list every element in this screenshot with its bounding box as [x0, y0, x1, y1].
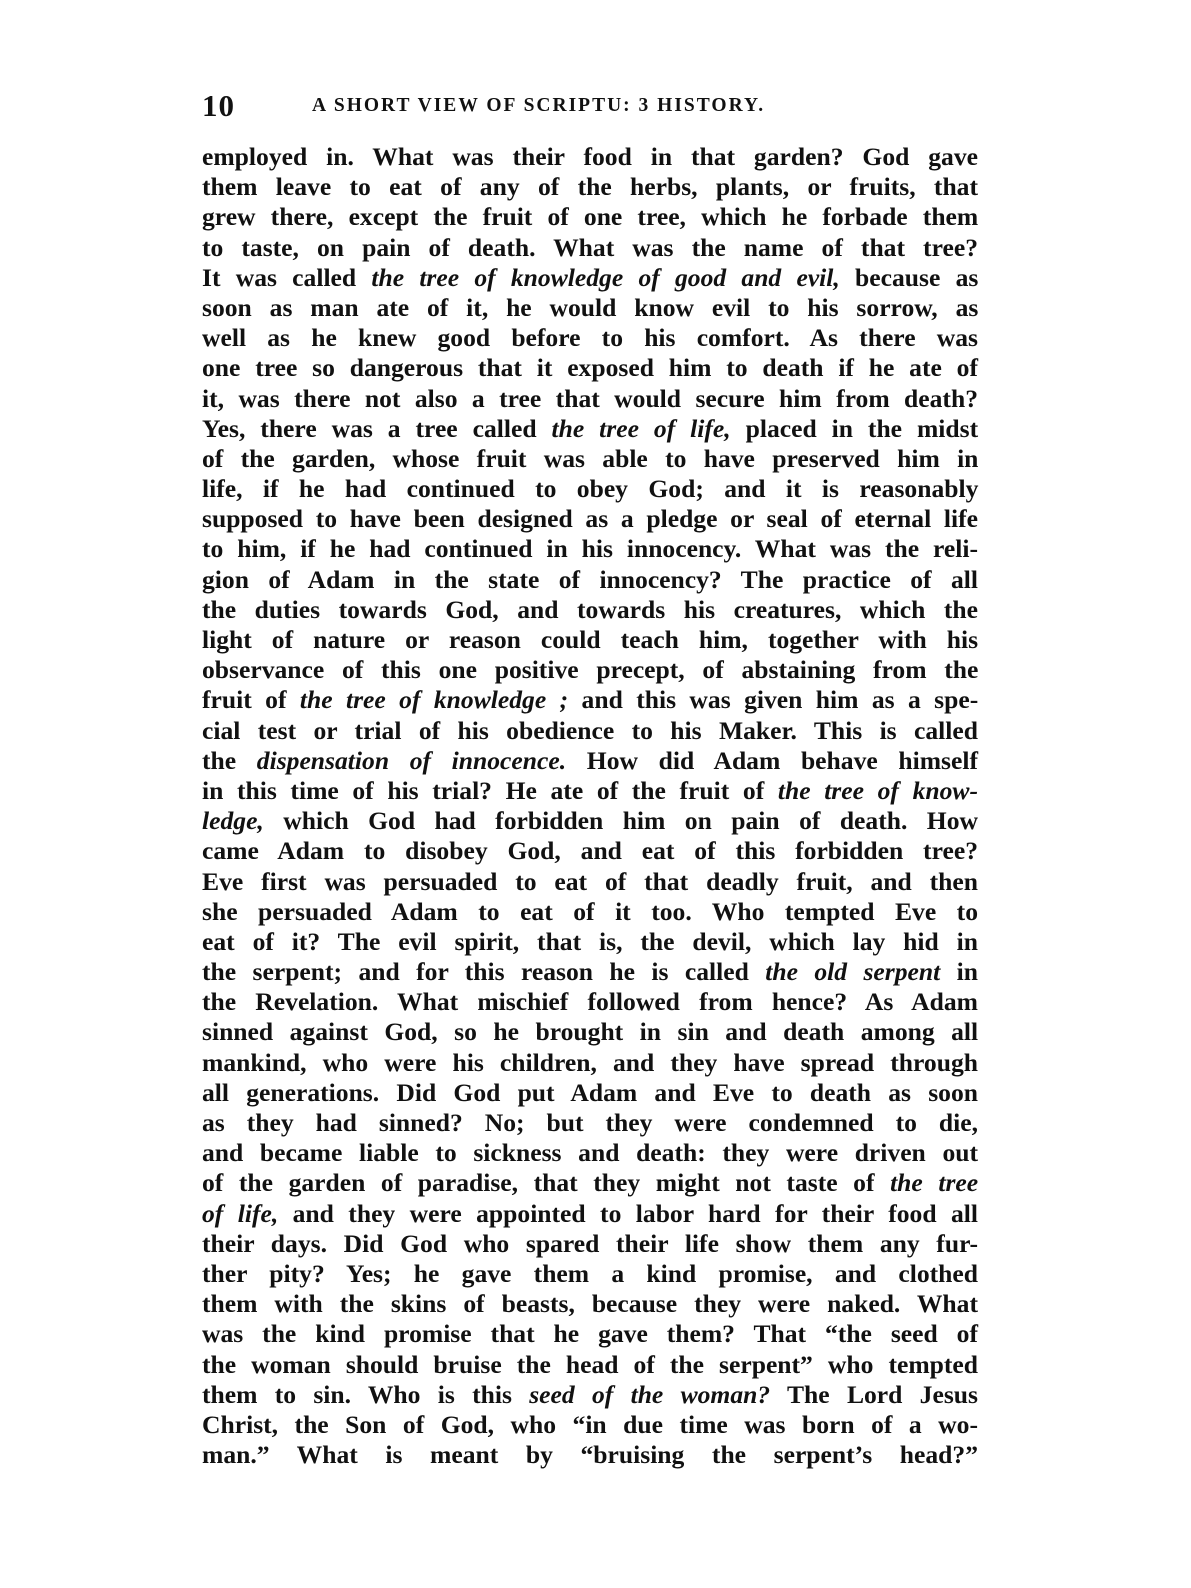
- text-run: them leave to eat of any of the herbs, plants, or fruits, that: [202, 172, 978, 202]
- page-header: [202, 88, 978, 128]
- italic-phrase: ledge,: [202, 806, 264, 836]
- text-run: to him, if he had continued in his innocency. What was the reli-: [202, 534, 978, 564]
- text-line: [202, 1048, 978, 1078]
- text-line: [202, 293, 978, 323]
- text-line: [202, 1199, 978, 1229]
- text-run: fruit of: [202, 685, 300, 715]
- text-line: [202, 806, 978, 836]
- text-run: light of nature or reason could teach him, together with his: [202, 625, 979, 654]
- text-line: [202, 1259, 978, 1289]
- text-line: [202, 414, 978, 444]
- text-line: [202, 1410, 978, 1440]
- text-run: eat of it? The evil spirit, that is, the devil, which lay hid in: [202, 926, 978, 956]
- book-page: [202, 88, 978, 1470]
- italic-phrase: the tree of knowledge ;: [299, 685, 569, 715]
- italic-phrase: the tree of life,: [551, 413, 731, 443]
- text-run: and they were appointed to labor hard for their food all: [278, 1198, 978, 1228]
- text-line: [202, 1350, 978, 1380]
- text-line: [202, 746, 978, 776]
- text-line: [202, 565, 978, 595]
- text-run: she persuaded Adam to eat of it too. Who tempted Eve to: [202, 896, 978, 926]
- text-line: [202, 233, 978, 263]
- text-line: [202, 685, 978, 715]
- text-line: [202, 595, 978, 625]
- text-run: soon as man ate of it, he would know evil to his sorrow, as: [202, 292, 979, 322]
- italic-phrase: the tree of knowledge of good and evil,: [371, 262, 840, 292]
- text-run: Eve first was persuaded to eat of that deadly fruit, and then: [202, 866, 978, 896]
- text-run: their days. Did God who spared their life show them any fur-: [202, 1228, 978, 1258]
- text-run: man.” What is meant by “bruising the serpent’s head?”: [202, 1440, 978, 1470]
- text-run: to taste, on pain of death. What was the name of that tree?: [202, 232, 978, 262]
- text-run: the woman should bruise the head of the serpent” who tempted: [202, 1349, 978, 1379]
- text-run: employed in. What was their food in that garden? God gave: [202, 142, 978, 171]
- text-run: of the garden, whose fruit was able to have preserved him in: [202, 443, 979, 473]
- text-line: [202, 1078, 978, 1108]
- italic-phrase: seed of the woman?: [529, 1379, 771, 1409]
- text-run: one tree so dangerous that it exposed him to death if he ate of: [202, 353, 978, 383]
- text-line: [202, 1138, 978, 1168]
- text-run: It was called: [202, 262, 372, 292]
- text-line: [202, 836, 978, 866]
- text-run: gion of Adam in the state of innocency? The practice of all: [202, 564, 978, 594]
- page-number: 10: [202, 88, 235, 123]
- italic-phrase: of life,: [202, 1198, 279, 1228]
- text-run: came Adam to disobey God, and eat of this forbidden tree?: [202, 836, 978, 866]
- text-line: [202, 1168, 978, 1198]
- text-run: the serpent; and for this reason he is called: [202, 957, 766, 987]
- text-line: [202, 263, 978, 293]
- italic-phrase: the tree: [890, 1168, 979, 1198]
- text-run: well as he knew good before to his comfort. As there was: [202, 323, 978, 353]
- text-line: [202, 927, 978, 957]
- text-run: How did Adam behave himself: [566, 745, 979, 775]
- text-line: [202, 957, 978, 987]
- text-run: ther pity? Yes; he gave them a kind promise, and clothed: [202, 1258, 978, 1288]
- text-line: [202, 142, 978, 172]
- italic-phrase: the tree of know-: [777, 775, 978, 805]
- text-line: [202, 1380, 978, 1410]
- text-run: in: [940, 957, 978, 987]
- text-run: placed in the midst: [730, 413, 979, 443]
- text-line: [202, 504, 978, 534]
- italic-phrase: the old serpent: [765, 957, 941, 987]
- text-run: mankind, who were his children, and they have spread through: [202, 1047, 978, 1077]
- text-run: which God had forbidden him on pain of death. How: [263, 806, 978, 836]
- text-run: of the garden of paradise, that they might not taste of: [202, 1168, 891, 1198]
- text-run: grew there, except the fruit of one tree, which he forbade them: [202, 202, 979, 232]
- text-run: the duties towards God, and towards his creatures, which the: [202, 594, 978, 624]
- text-line: [202, 474, 978, 504]
- text-run: the: [202, 745, 257, 775]
- text-line: [202, 444, 978, 474]
- text-run: them with the skins of beasts, because they were naked. What: [202, 1289, 978, 1319]
- text-line: [202, 534, 978, 564]
- text-run: cial test or trial of his obedience to his Maker. This is called: [202, 715, 978, 745]
- text-run: in this time of his trial? He ate of the fruit of: [202, 775, 778, 805]
- text-run: The Lord Jesus: [770, 1379, 978, 1409]
- text-line: [202, 202, 978, 232]
- text-run: sinned against God, so he brought in sin and death among all: [202, 1017, 979, 1047]
- text-run: Christ, the Son of God, who “in due time was born of a wo-: [202, 1409, 978, 1439]
- text-line: [202, 172, 978, 202]
- text-line: [202, 776, 978, 806]
- text-run: and became liable to sickness and death: they were driven out: [202, 1138, 978, 1168]
- text-line: [202, 1319, 978, 1349]
- text-run: it, was there not also a tree that would secure him from death?: [202, 383, 978, 413]
- text-run: supposed to have been designed as a pledge or seal of eternal life: [202, 504, 978, 534]
- text-run: as they had sinned? No; but they were condemned to die,: [202, 1108, 978, 1137]
- text-run: was the kind promise that he gave them? That “the seed of: [202, 1319, 978, 1349]
- text-run: all generations. Did God put Adam and Eve to death as soon: [202, 1077, 978, 1107]
- text-line: [202, 1017, 978, 1047]
- text-line: [202, 867, 978, 897]
- text-line: [202, 897, 978, 927]
- text-line: [202, 625, 978, 655]
- text-run: the Revelation. What mischief followed from hence? As Adam: [202, 987, 978, 1017]
- text-run: because as: [839, 262, 979, 292]
- text-line: [202, 655, 978, 685]
- text-line: [202, 1289, 978, 1319]
- text-run: Yes, there was a tree called: [202, 413, 552, 443]
- text-line: [202, 384, 978, 414]
- text-line: [202, 1229, 978, 1259]
- text-run: observance of this one positive precept, of abstaining from the: [202, 655, 979, 685]
- body-text: [202, 142, 978, 1470]
- text-line: [202, 353, 978, 383]
- text-line: [202, 716, 978, 746]
- text-run: them to sin. Who is this: [202, 1379, 530, 1409]
- text-run: life, if he had continued to obey God; and it is reasonably: [202, 474, 979, 504]
- text-line: [202, 323, 978, 353]
- text-run: and this was given him as a spe-: [568, 685, 979, 715]
- running-head: A SHORT VIEW OF SCRIPTU: 3 HISTORY.: [312, 95, 766, 116]
- text-line: [202, 1108, 978, 1138]
- text-line: [202, 987, 978, 1017]
- italic-phrase: dispensation of innocence.: [256, 745, 567, 775]
- text-line: [202, 1440, 978, 1470]
